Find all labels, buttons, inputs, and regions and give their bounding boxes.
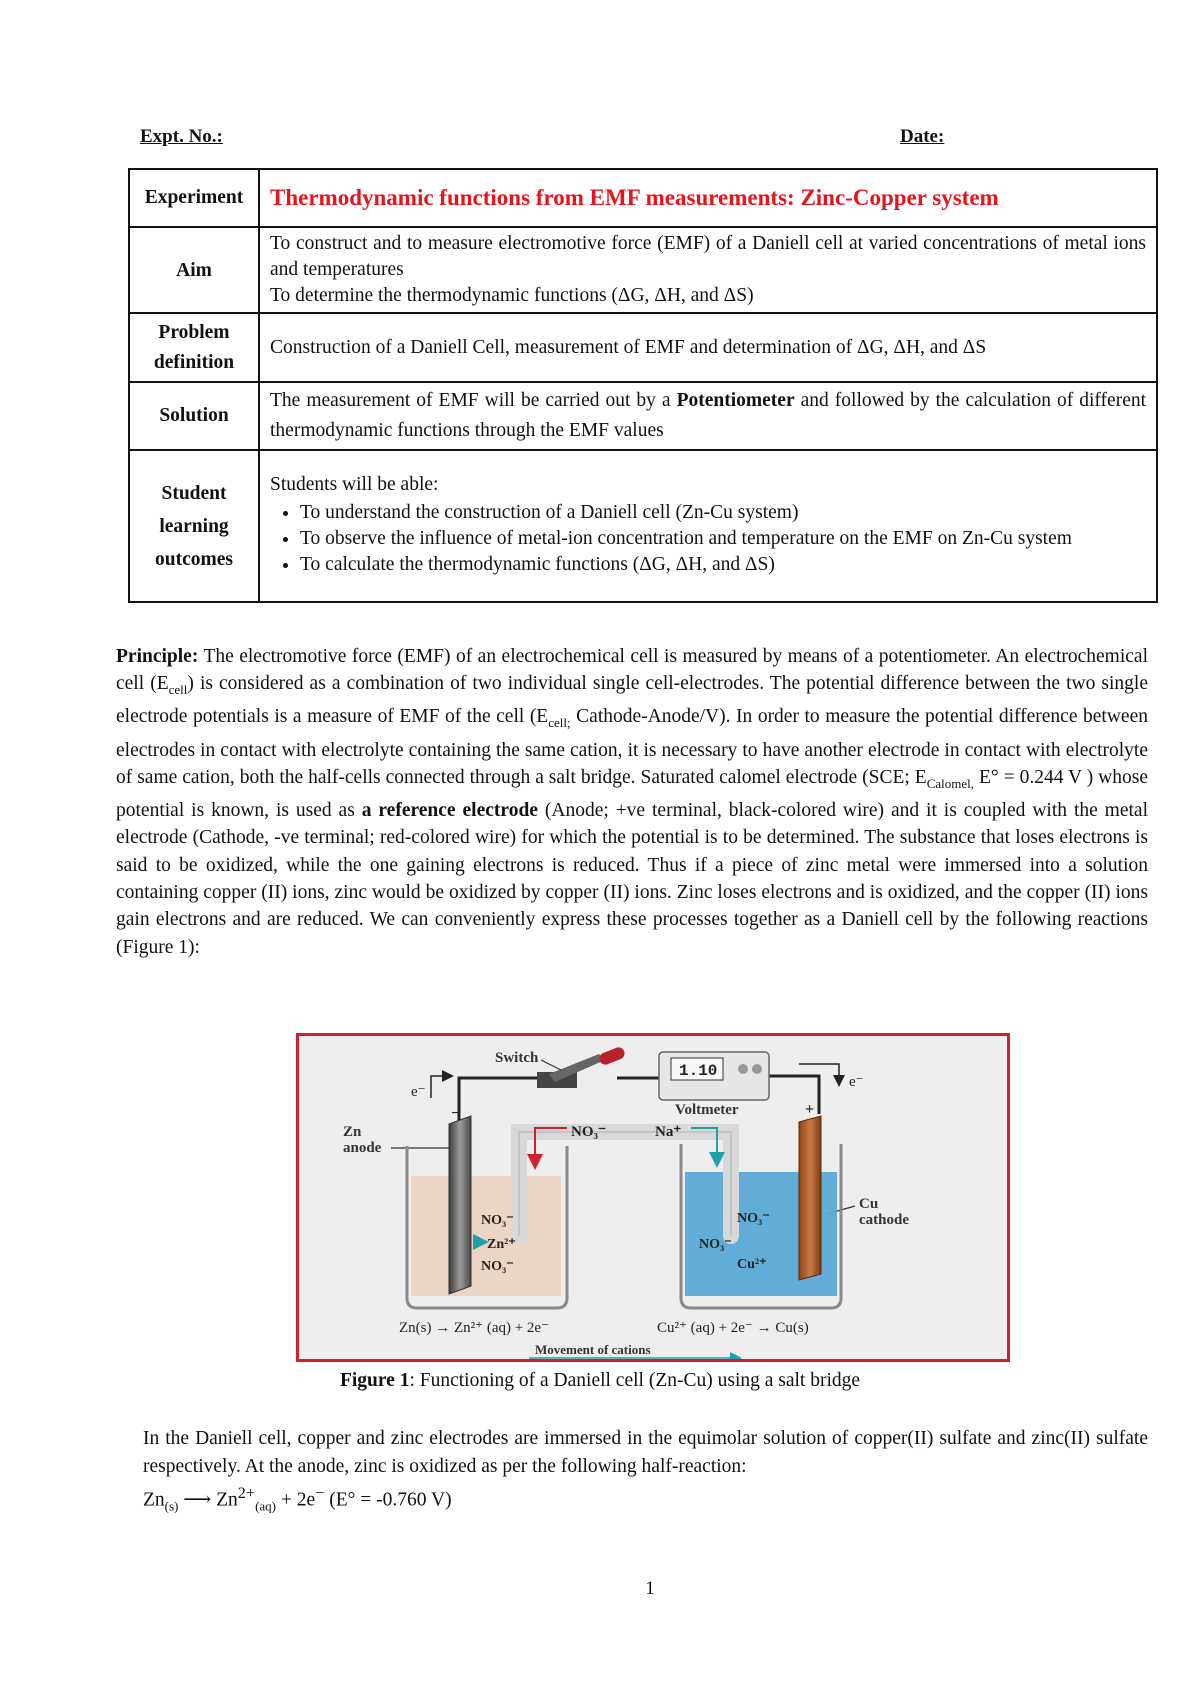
table-row [129,382,1157,450]
outcomes-intro: Students will be able: [270,474,439,496]
anode-paragraph [143,1425,1148,1520]
principle-text: (Anode; +ve terminal, black-colored wire) and it is coupled with the metal electrode (Cathode, -ve terminal; red-colored wire) for which the potential is to be determined. The substance that loses electrons is said to be oxidized, while the one gaining electrons is reduced. Thus if a piece of zinc metal were immersed into a solution containing copper (II) ions, zinc would be oxidized by copper (II) ions. Zinc loses electrons and is oxidized, and the copper (II) ions gain electrons and are reduced. We can conveniently express these processes together as a Daniell cell by the following reactions (Figure 1): [116,800,1148,958]
reference-electrode-bold: a reference electrode [361,800,538,822]
solution-label: Solution [129,382,259,450]
switch-icon [537,1046,626,1088]
outcomes-list [270,500,1146,578]
figure-caption [0,1370,1200,1392]
list-item: • To understand the construction of a Daniell cell (Zn-Cu system) [300,500,1146,526]
outcomes-label-2: learning [159,515,229,537]
electron-label-right: e⁻ [849,1074,864,1090]
wire [459,1078,549,1124]
problem-label-1: Problem [158,322,230,344]
ion-label: NO₃⁻ [737,1211,770,1226]
list-item: • To observe the influence of metal-ion concentration and temperature on the EMF on Zn-Cu system [300,526,1146,552]
ion-label: Zn²⁺ [487,1237,516,1252]
principle-text: The electromotive force (EMF) of an electrochemical cell is measured by means of a potentiometer. An electrochemical cell (E [116,646,1148,695]
subscript: cell; [548,715,571,731]
bridge-na-label: Na⁺ [655,1124,682,1140]
equation-arrow: ⟶ Zn [178,1489,238,1511]
expt-no-label: Expt. No.: [140,126,223,147]
equation-text: + 2e [276,1489,316,1511]
list-item: • To calculate the thermodynamic functions (ΔG, ΔH, and ΔS) [300,552,1146,578]
principle-text: Cathode-Anode/V). In order to measure the potential difference between electrodes in contact with electrolyte containing the same cation, it is necessary to have another electrode in contact with electrolyte of same cation, both the half-cells connected through a salt bridge. Saturated calomel electrode (SCE; E [116,706,1148,788]
outcomes-label-1: Student [161,482,227,504]
voltmeter-reading: 1.10 [679,1062,718,1080]
principle-paragraph [116,643,1148,961]
ion-label: NO₃⁻ [699,1237,732,1252]
zn-anode-label-1: Zn [343,1124,362,1140]
outcomes-label-3: outcomes [155,548,233,570]
equation-text: (E° = -0.760 V) [324,1489,452,1511]
principle-text: ) is considered as a combination of two individual single cell-electrodes. The potential difference between the two single electrode potentials is a measure of EMF of the cell (E [116,673,1148,728]
subscript: cell [168,682,188,698]
leader-line [541,1060,561,1070]
copper-electrode [799,1116,821,1280]
legend-cations: Movement of cations [535,1342,651,1357]
switch-label: Switch [495,1050,539,1066]
experiment-title: Thermodynamic functions from EMF measurements: Zinc-Copper system [270,184,999,210]
cu-cathode-label-1: Cu [859,1196,879,1212]
caption-text: : Functioning of a Daniell cell (Zn-Cu) using a salt bridge [409,1370,861,1391]
plus-terminal: + [805,1101,815,1118]
caption-bold: Figure 1 [339,1370,410,1391]
bridge-no3-label: NO₃⁻ [571,1124,606,1140]
superscript: − [315,1484,325,1502]
zinc-electrode [449,1116,471,1294]
zn-anode-label-2: anode [343,1140,382,1156]
equation-zn: Zn [143,1489,165,1511]
minus-terminal: − [451,1105,461,1122]
principle-lead: Principle: [116,646,199,667]
aim-text-2: To determine the thermodynamic functions (ΔG, ΔH, and ΔS) [270,285,754,307]
experiment-info-table [128,168,1158,603]
solution-text-bold: Potentiometer [676,389,795,411]
table-row [129,227,1157,313]
cathode-reaction: Cu²⁺ (aq) + 2e⁻ → Cu(s) [657,1320,809,1336]
ion-label: NO₃⁻ [481,1259,514,1274]
subscript: Calomel, [926,775,974,791]
table-row [129,313,1157,382]
daniell-cell-figure [296,1033,1010,1362]
electron-label-left: e⁻ [411,1084,426,1100]
aim-label: Aim [129,227,259,313]
daniell-cell-diagram [299,1036,1007,1359]
aim-text-1: To construct and to measure electromotive force (EMF) of a Daniell cell at varied concentrations of metal ions and temperatures [270,233,1146,281]
table-row [129,450,1157,602]
date-label: Date: [900,126,945,147]
anode-reaction: Zn(s) → Zn²⁺ (aq) + 2e⁻ [399,1320,549,1336]
cu-cathode-label-2: cathode [859,1212,909,1228]
principle-text: E° = 0.244 V ) whose potential is known, is used as [116,766,1149,822]
ion-label: Cu²⁺ [737,1257,767,1272]
problem-label-2: definition [153,351,235,373]
solution-text-post: and followed by the calculation of different thermodynamic functions through the EMF values [270,389,1147,442]
ion-label: NO₃⁻ [481,1213,514,1228]
superscript: 2+ [237,1484,256,1502]
para-text: In the Daniell cell, copper and zinc electrodes are immersed in the equimolar solution of copper(II) sulfate and zinc(II) sulfate respectively. At the anode, zinc is oxidized as per the following half-reaction: [143,1428,1148,1477]
subscript: (s) [164,1498,179,1514]
problem-text: Construction of a Daniell Cell, measurement of EMF and determination of ΔG, ΔH, and ΔS [259,313,1157,382]
solution-text-pre: The measurement of EMF will be carried out by a [270,389,671,411]
table-row [129,169,1157,227]
subscript: (aq) [255,1498,276,1514]
electron-flow-arrow [431,1076,451,1098]
page-number: 1 [645,1578,655,1599]
voltmeter-label: Voltmeter [675,1102,739,1118]
experiment-label: Experiment [129,169,259,227]
